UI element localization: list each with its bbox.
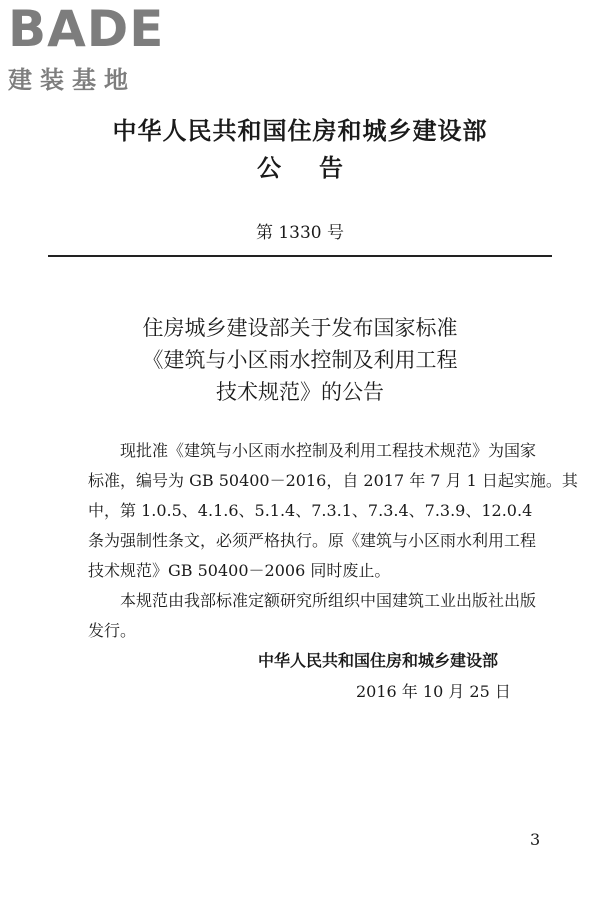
doc-type: 公告 xyxy=(257,154,381,182)
body-line: 本规范由我部标准定额研究所组织中国建筑工业出版社出版 xyxy=(120,591,537,610)
body-line: 条为强制性条文，必须严格执行。原《建筑与小区雨水利用工程 xyxy=(88,531,537,550)
signature-org: 中华人民共和国住房和城乡建设部 xyxy=(258,651,499,670)
announcement-title-line: 技术规范》的公告 xyxy=(216,380,384,404)
body-line: 技术规范》GB 50400－2006 同时废止。 xyxy=(88,561,391,580)
body-line: 标准，编号为 GB 50400－2016，自 2017 年 7 月 1 日起实施。其 xyxy=(88,471,578,490)
header-divider xyxy=(48,255,552,257)
logo-brand: BADE xyxy=(8,0,165,58)
body-line: 中，第 1.0.5、4.1.6、5.1.4、7.3.1、7.3.4、7.3.9、12.0.4 xyxy=(88,501,533,520)
body-text xyxy=(88,436,578,646)
page-number: 3 xyxy=(530,830,541,849)
logo-subtitle: 建装基地 xyxy=(8,66,136,94)
doc-number: 第 1330 号 xyxy=(255,223,345,243)
announcement-title xyxy=(0,312,600,408)
announcement-title-line: 《建筑与小区雨水控制及利用工程 xyxy=(142,348,458,372)
body-line: 发行。 xyxy=(88,621,137,640)
body-line: 现批准《建筑与小区雨水控制及利用工程技术规范》为国家 xyxy=(120,441,537,460)
issuer-title: 中华人民共和国住房和城乡建设部 xyxy=(112,117,488,145)
signature-date: 2016 年 10 月 25 日 xyxy=(356,682,511,701)
announcement-title-line: 住房城乡建设部关于发布国家标准 xyxy=(142,316,458,340)
logo xyxy=(8,0,178,95)
